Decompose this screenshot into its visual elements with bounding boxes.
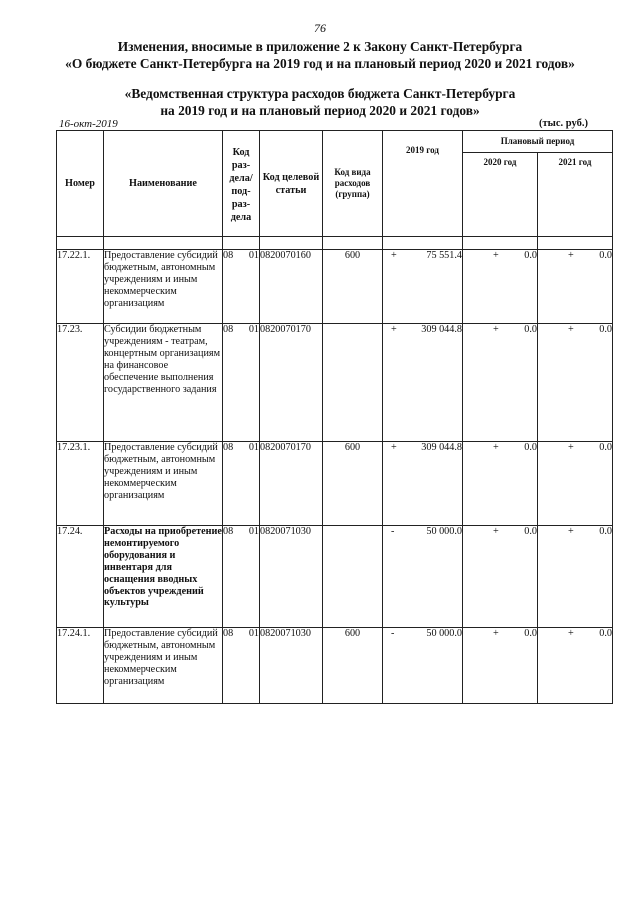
value-2021: 0.0 <box>599 628 612 639</box>
section: 08 <box>223 250 234 261</box>
spacer-row <box>57 237 613 250</box>
table-row <box>57 250 613 324</box>
row-number: 17.23.1. <box>57 442 104 526</box>
row-number: 17.22.1. <box>57 250 104 324</box>
header-number: Номер <box>57 131 104 237</box>
section: 08 <box>223 526 234 537</box>
row-section-code <box>223 526 260 628</box>
row-amount-2019 <box>383 324 463 442</box>
value-2020: 0.0 <box>524 628 537 639</box>
row-amount-2021 <box>538 324 613 442</box>
sign-2019: + <box>391 250 397 261</box>
row-expense-group: 600 <box>323 628 383 704</box>
title-line-2: «О бюджете Санкт-Петербурга на 2019 год и на плановый период 2020 и 2021 годов» <box>65 56 575 71</box>
row-amount-2020 <box>463 324 538 442</box>
row-section-code <box>223 442 260 526</box>
sign-2019: + <box>391 324 397 335</box>
row-amount-2020 <box>463 628 538 704</box>
row-expense-group <box>323 526 383 628</box>
budget-table <box>56 130 613 704</box>
sign-2021: + <box>568 324 574 335</box>
title-line-3: «Ведомственная структура расходов бюджета Санкт-Петербурга <box>124 86 516 101</box>
row-amount-2020 <box>463 526 538 628</box>
row-expense-group <box>323 324 383 442</box>
title-line-4: на 2019 год и на плановый период 2020 и 2021 годов» <box>160 103 480 118</box>
row-amount-2021 <box>538 526 613 628</box>
row-target-code: 0820070170 <box>260 324 323 442</box>
sign-2021: + <box>568 628 574 639</box>
row-amount-2019 <box>383 250 463 324</box>
sign-2020: + <box>493 250 499 261</box>
sign-2021: + <box>568 526 574 537</box>
row-name: Расходы на приобретение немонтируемого оборудования и инвентаря для оснащения вводных объектов учреждений культуры <box>104 526 223 628</box>
row-section-code <box>223 628 260 704</box>
row-name: Предоставление субсидий бюджетным, автономным учреждениям и иным некоммерческим организациям <box>104 628 223 704</box>
header-target-code: Код целевой статьи <box>260 131 323 237</box>
header-2020: 2020 год <box>463 153 538 237</box>
row-name: Предоставление субсидий бюджетным, автономным учреждениям и иным некоммерческим организациям <box>104 442 223 526</box>
subsection: 01 <box>248 628 259 639</box>
document-title <box>0 38 640 72</box>
subsection: 01 <box>248 250 259 261</box>
header-section-code: Код раз-дела/ под-раз-дела <box>223 131 260 237</box>
value-2019: 309 044.8 <box>421 442 462 453</box>
row-expense-group: 600 <box>323 250 383 324</box>
header-2019: 2019 год <box>383 131 463 237</box>
subsection: 01 <box>248 324 259 335</box>
row-amount-2021 <box>538 250 613 324</box>
sign-2020: + <box>493 442 499 453</box>
section: 08 <box>223 324 234 335</box>
value-2020: 0.0 <box>524 250 537 261</box>
row-amount-2019 <box>383 628 463 704</box>
value-2021: 0.0 <box>599 526 612 537</box>
value-2020: 0.0 <box>524 526 537 537</box>
sign-2020: + <box>493 526 499 537</box>
sign-2021: + <box>568 250 574 261</box>
document-date: 16-окт-2019 <box>59 118 118 130</box>
value-2019: 75 551.4 <box>426 250 462 261</box>
subsection: 01 <box>248 442 259 453</box>
row-amount-2019 <box>383 442 463 526</box>
value-2019: 309 044.8 <box>421 324 462 335</box>
header-expense-type-code: Код вида расходов (группа) <box>323 131 383 237</box>
row-amount-2020 <box>463 250 538 324</box>
header-2021: 2021 год <box>538 153 613 237</box>
row-number: 17.24.1. <box>57 628 104 704</box>
row-expense-group: 600 <box>323 442 383 526</box>
subsection: 01 <box>248 526 259 537</box>
value-2019: 50 000.0 <box>426 526 462 537</box>
row-target-code: 0820071030 <box>260 526 323 628</box>
row-number: 17.23. <box>57 324 104 442</box>
value-2020: 0.0 <box>524 324 537 335</box>
section: 08 <box>223 628 234 639</box>
row-section-code <box>223 324 260 442</box>
header-name: Наименование <box>104 131 223 237</box>
row-amount-2020 <box>463 442 538 526</box>
section: 08 <box>223 442 234 453</box>
sign-2020: + <box>493 324 499 335</box>
value-2021: 0.0 <box>599 324 612 335</box>
row-section-code <box>223 250 260 324</box>
table-row <box>57 442 613 526</box>
sign-2020: + <box>493 628 499 639</box>
table-row <box>57 526 613 628</box>
title-line-1: Изменения, вносимые в приложение 2 к Закону Санкт-Петербурга <box>117 39 523 54</box>
row-amount-2019 <box>383 526 463 628</box>
row-amount-2021 <box>538 442 613 526</box>
value-2021: 0.0 <box>599 250 612 261</box>
appendix-title <box>0 85 640 119</box>
header-planning-period: Плановый период <box>463 131 613 153</box>
row-target-code: 0820070170 <box>260 442 323 526</box>
sign-2019: + <box>391 442 397 453</box>
row-target-code: 0820071030 <box>260 628 323 704</box>
units-label: (тыс. руб.) <box>539 118 588 129</box>
page-number: 76 <box>314 21 326 35</box>
row-name: Предоставление субсидий бюджетным, автономным учреждениям и иным некоммерческим организациям <box>104 250 223 324</box>
sign-2019: - <box>391 628 395 639</box>
sign-2021: + <box>568 442 574 453</box>
table-row <box>57 628 613 704</box>
sign-2019: - <box>391 526 395 537</box>
value-2021: 0.0 <box>599 442 612 453</box>
table-row <box>57 324 613 442</box>
value-2020: 0.0 <box>524 442 537 453</box>
row-name: Субсидии бюджетным учреждениям - театрам, концертным организациям на финансовое обеспечение выполнения государственного задания <box>104 324 223 442</box>
row-number: 17.24. <box>57 526 104 628</box>
value-2019: 50 000.0 <box>426 628 462 639</box>
row-target-code: 0820070160 <box>260 250 323 324</box>
row-amount-2021 <box>538 628 613 704</box>
